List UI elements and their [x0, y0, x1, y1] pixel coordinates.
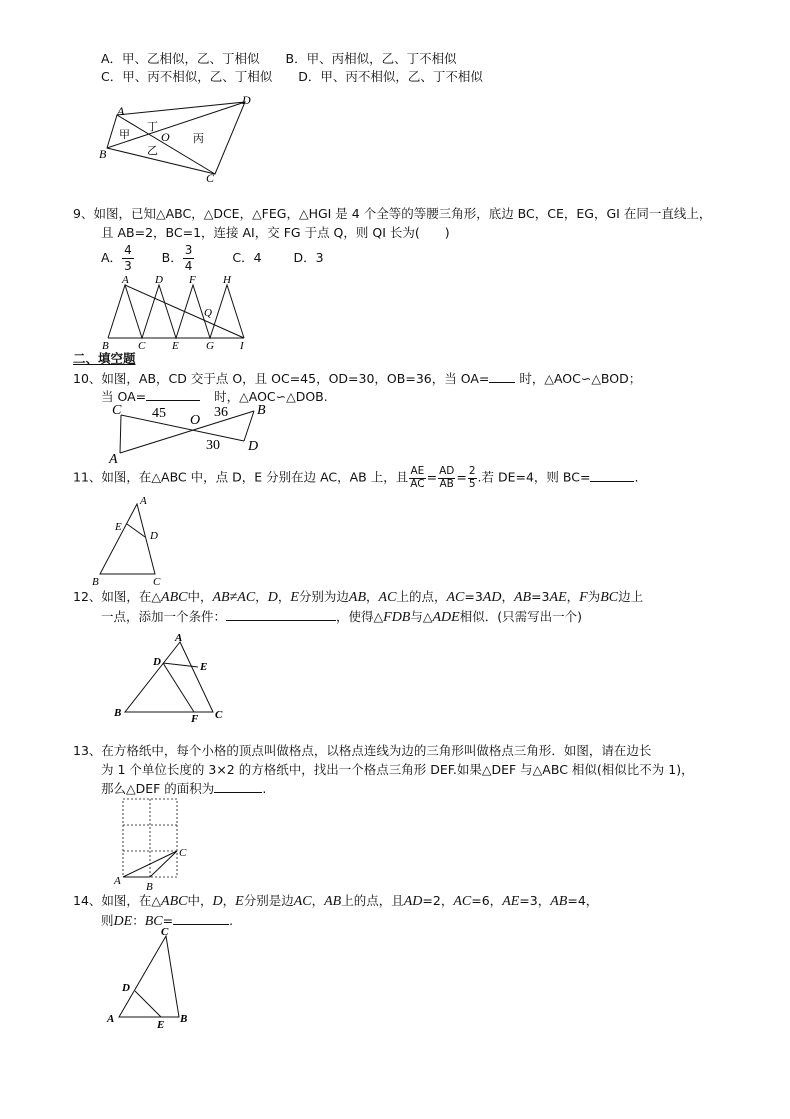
q12-bc: BC [600, 590, 619, 605]
q13-stem-line1: 13、在方格纸中，每个小格的顶点叫做格点，以格点连线为边的三角形叫做格点三角形．如图，请在边长 [73, 743, 652, 758]
q12-blank[interactable] [226, 607, 336, 621]
q12-text-9: ， [501, 589, 514, 604]
q14-text-9: =3， [519, 893, 551, 908]
q11-f1-den: AC [410, 477, 425, 490]
q9-label-g: G [206, 340, 214, 352]
q12-text-16: 与△ [410, 609, 433, 624]
q14-text-3: ， [222, 893, 236, 908]
q14-text-14: . [229, 913, 234, 928]
q10-blank-1[interactable] [489, 369, 515, 383]
q11-stem [73, 466, 638, 490]
q10-label-b: B [257, 403, 266, 418]
q12-label-d: D [153, 656, 161, 668]
q12-ac: AC [378, 590, 397, 605]
section-fill-in-title: 二、填空题 [73, 351, 136, 366]
q10-label-30: 30 [206, 438, 220, 453]
q14-ac: AC [293, 894, 312, 909]
q11-f3-num: 2 [468, 465, 476, 477]
q13-text-b: . [262, 781, 267, 796]
q12-label-f: F [191, 713, 199, 725]
q13-blank[interactable] [214, 779, 262, 793]
q10-text-d: 时，△AOC∽△DOB. [214, 389, 328, 404]
q9-stem-line1: 9、如图，已知△ABC，△DCE，△FEG，△HGI 是 4 个全等的等腰三角形，底边 BC，CE，EG，GI 在同一直线上， [73, 206, 712, 221]
q12-text-7: 上的点， [396, 589, 447, 604]
q13-text-a: 那么△DEF 的面积为 [101, 781, 215, 796]
q14-text-6: 上的点，且 [341, 893, 404, 908]
q8-figure [95, 92, 265, 184]
q14-label-c: C [161, 926, 169, 938]
q11-eq-1: = [426, 469, 438, 485]
q10-label-d: D [248, 439, 259, 454]
q8-label-ding: 丁 [147, 120, 158, 133]
q14-d: D [212, 894, 223, 909]
q8-label-o: O [161, 130, 170, 144]
q12-text-10: =3 [531, 589, 550, 604]
q14-text-7: =2， [422, 893, 454, 908]
q14-text-5: ， [311, 893, 325, 908]
q12-figure [110, 630, 235, 725]
q14-bc: BC [144, 914, 163, 929]
q11-fraction-2-5 [468, 466, 477, 490]
q12-label-e: E [200, 661, 208, 673]
q9-label-a: A [122, 274, 129, 286]
q10-label-45: 45 [152, 406, 166, 421]
q12-text-13: 边上 [618, 589, 644, 604]
q9-stem-line2: 且 AB=2，BC=1，连接 AI，交 FG 于点 Q，则 QI 长为( ) [101, 225, 450, 240]
q10-text-a: 10、如图，AB，CD 交于点 O，且 OC=45，OD=30，OB=36，当 OA= [73, 371, 490, 386]
q13-figure [110, 796, 200, 892]
q14-text-2: 中， [187, 893, 213, 908]
q9-option-b-den: 4 [184, 259, 193, 273]
q12-text-8: =3 [464, 589, 483, 604]
q12-ad: AD [482, 590, 502, 605]
q10-text-c: 当 OA= [101, 389, 147, 404]
q14-e: E [235, 894, 244, 909]
q12-stem-line2 [101, 607, 582, 628]
q12-text-15: ，使得△ [336, 609, 384, 624]
q9-option-a-num: 4 [124, 243, 132, 257]
q9-option-b-num: 3 [184, 243, 193, 257]
q12-text-1: 12、如图，在△ [73, 589, 162, 604]
q11-blank[interactable] [590, 468, 634, 482]
q10-blank-2[interactable] [146, 387, 200, 401]
q9-label-h: H [223, 274, 231, 286]
q12-fdb: FDB [383, 610, 411, 625]
q14-blank[interactable] [173, 911, 229, 925]
q9-options [101, 243, 324, 274]
q11-label-c: C [153, 576, 161, 588]
q12-d: D [267, 590, 278, 605]
q13-label-a: A [114, 875, 121, 887]
q10-text-b: 时，△AOC∽△BOD； [515, 371, 642, 386]
q14-abc: ABC [161, 894, 188, 909]
q10-label-36: 36 [214, 405, 228, 420]
q12-text-12: 为 [587, 589, 601, 604]
q12-text-3: ， [255, 589, 268, 604]
q11-text-a: 11、如图，在△ABC 中，点 D，E 分别在边 AC，AB 上，且 [73, 469, 409, 485]
q14-ae: AE [502, 894, 520, 909]
q12-text-6: ， [366, 589, 379, 604]
q14-text-8: =6， [471, 893, 503, 908]
q9-option-d: D．3 [293, 250, 324, 265]
q12-label-a: A [175, 632, 183, 644]
q14-label-b: B [180, 1013, 188, 1025]
q12-abc: ABC [161, 590, 188, 605]
q14-text-13: = [162, 913, 174, 928]
q14-ac-2: AC [453, 894, 472, 909]
q12-stem-line1 [73, 587, 643, 608]
q12-ae: AE [549, 590, 567, 605]
q11-f3-den: 5 [468, 477, 476, 490]
q14-text-4: 分别是边 [243, 893, 294, 908]
q11-label-d: D [150, 530, 158, 542]
q11-f2-den: AB [439, 477, 454, 490]
q9-label-f: F [189, 274, 196, 286]
q8-label-d: D [242, 93, 251, 107]
q11-figure [90, 494, 170, 588]
q9-label-b: B [102, 340, 109, 352]
q8-label-a: A [117, 104, 125, 118]
q9-label-q: Q [204, 307, 212, 319]
q9-option-c: C．4 [232, 250, 262, 265]
q11-fraction-ad-ab [438, 466, 455, 490]
q14-ad: AD [403, 894, 423, 909]
q10-stem-line1 [73, 369, 641, 389]
q11-f1-num: AE [410, 465, 425, 477]
q12-label-c: C [215, 709, 223, 721]
q14-label-a: A [107, 1013, 115, 1025]
q10-label-a: A [109, 452, 118, 466]
q8-option-c: C．甲、丙不相似，乙、丁相似 [101, 69, 273, 84]
q8-option-a: A．甲、乙相似，乙、丁相似 [101, 51, 260, 66]
q9-option-a-den: 3 [124, 259, 132, 273]
q14-text-10: =4， [567, 893, 599, 908]
q12-ab: AB [348, 590, 367, 605]
q14-label-d: D [122, 982, 130, 994]
q9-label-d: D [155, 274, 163, 286]
q11-label-a: A [140, 495, 147, 507]
q14-label-e: E [157, 1019, 165, 1031]
q9-label-e: E [172, 340, 179, 352]
q8-label-yi: 乙 [147, 144, 158, 157]
q11-eq-2: = [456, 469, 467, 485]
q11-f2-num: AD [439, 465, 455, 477]
q12-text-11: ， [566, 589, 580, 604]
q8-options-row2 [101, 68, 483, 87]
q10-label-o: O [190, 413, 201, 428]
q14-text-11: 则 [101, 913, 114, 928]
q8-label-bing: 丙 [193, 132, 204, 145]
q14-stem-line1 [73, 891, 598, 912]
q14-ab-2: AB [550, 894, 568, 909]
q11-fraction-ae-ac [409, 466, 425, 490]
q13-label-c: C [179, 847, 187, 859]
q12-text-5: 分别为边 [298, 589, 349, 604]
q11-label-e: E [115, 521, 122, 533]
q8-options-row1 [101, 50, 457, 69]
q9-label-c: C [138, 340, 146, 352]
q14-figure [104, 924, 204, 1034]
q12-ab-2: AB [513, 590, 532, 605]
q14-de: DE [113, 914, 133, 929]
q12-e: E [290, 590, 299, 605]
q8-label-b: B [99, 147, 107, 161]
q9-label-i: I [240, 340, 244, 352]
q11-text-b: .若 DE=4，则 BC= [477, 469, 591, 485]
q12-f: F [579, 590, 588, 605]
q12-text-2: 中， [187, 589, 213, 604]
q12-condition: AB≠AC [212, 590, 256, 605]
q9-option-a-label: A． [101, 250, 123, 265]
q8-option-d: D．甲、丙不相似，乙、丁不相似 [298, 69, 483, 84]
q13-stem-line2: 为 1 个单位长度的 3×2 的方格纸中，找出一个格点三角形 DEF.如果△DEF 与△ABC 相似(相似比不为 1)， [101, 762, 694, 777]
q8-option-b: B．甲、丙相似，乙、丁不相似 [285, 51, 457, 66]
q10-label-c: C [112, 403, 122, 418]
q13-label-b: B [146, 881, 153, 892]
q11-label-b: B [92, 576, 99, 588]
q9-figure [98, 272, 258, 352]
q12-text-17: 相似．(只需写出一个) [459, 609, 582, 624]
q8-label-jia: 甲 [119, 128, 130, 141]
q14-text-12: ： [132, 913, 145, 928]
q12-label-b: B [114, 707, 122, 719]
q14-text-1: 14、如图，在△ [73, 893, 162, 908]
q14-ab: AB [324, 894, 342, 909]
q12-text-4: ， [277, 589, 291, 604]
q12-ade: ADE [432, 610, 460, 625]
q10-figure [106, 400, 276, 466]
q12-text-14: 一点，添加一个条件： [101, 609, 227, 624]
q12-ac-2: AC [446, 590, 465, 605]
q9-option-b-label: B． [161, 250, 183, 265]
q9-option-b-fraction [183, 243, 195, 274]
q11-text-c: . [634, 469, 639, 485]
q8-label-c: C [206, 171, 215, 184]
q9-option-a-fraction [122, 243, 134, 274]
